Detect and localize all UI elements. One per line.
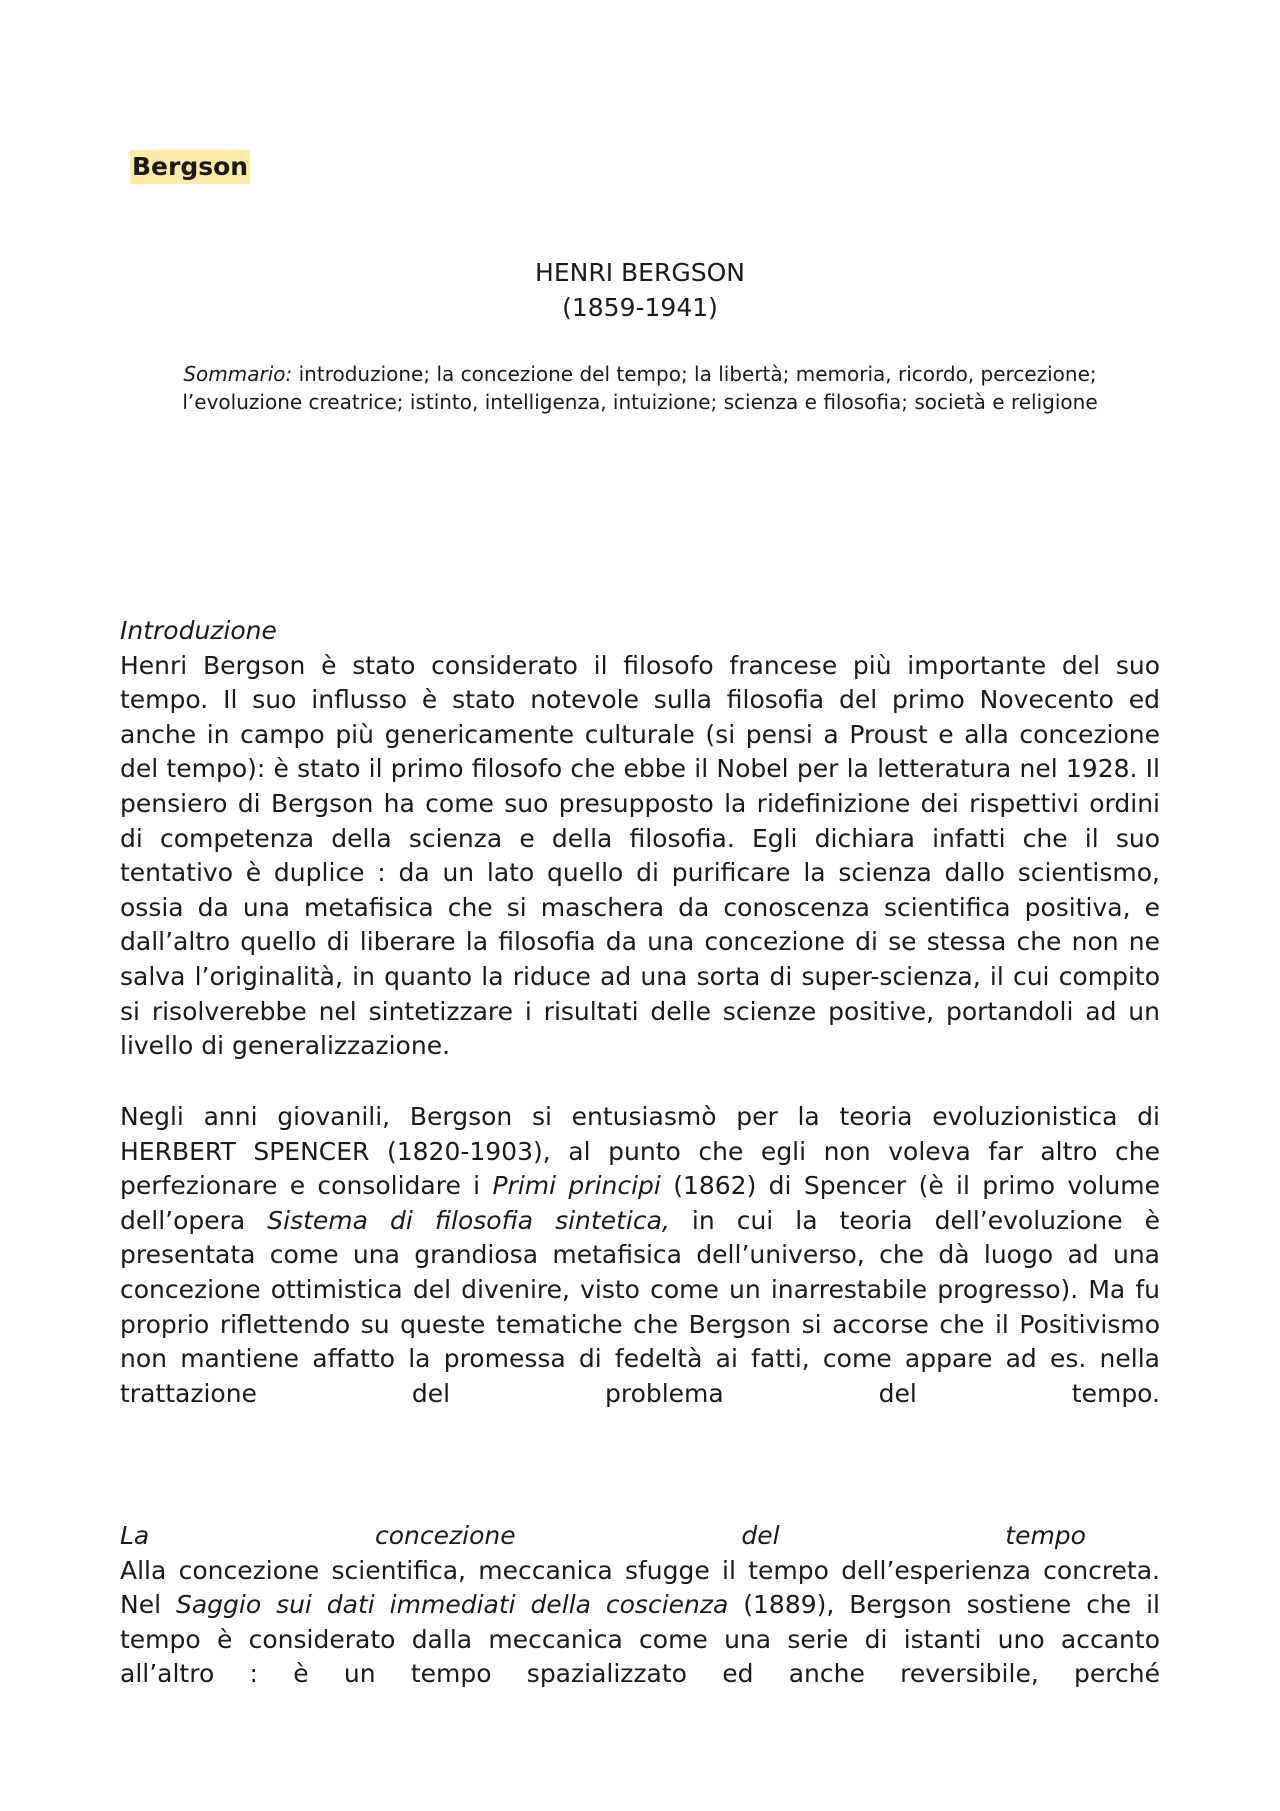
section-introduction xyxy=(120,614,1160,1064)
document-tag-title: Bergson xyxy=(130,150,250,184)
paragraph-time-text-1: Alla concezione scientifica, meccanica sfugge il tempo dell’esperienza concreta. Nel xyxy=(120,1555,1160,1620)
section-heading-time xyxy=(120,1519,1160,1554)
paragraph-youth-text-1: Negli anni giovanili, Bergson si entusiasmò per la teoria evoluzionistica di HERBERT SPENCER (1820-1903), al punto che egli non voleva far altro che perfezionare e consolidare i xyxy=(120,1102,1160,1201)
author-years: (1859-1941) xyxy=(562,293,718,322)
paragraph-time-text-2: (1889), Bergson sostiene che il tempo è considerato dalla meccanica come una serie di istanti uno accanto all’altro : è un tempo spazializzato ed anche reversibile, perché xyxy=(120,1590,1160,1689)
paragraph-youth-text-2: (1862) di Spencer (è il primo volume dell’opera xyxy=(120,1171,1160,1235)
summary-line-2: l’evoluzione creatrice; istinto, intelligenza, intuizione; scienza e filosofia; società e religione xyxy=(182,390,1098,414)
heading-word: La xyxy=(120,1521,150,1550)
section-time xyxy=(120,1519,1160,1692)
section-youth xyxy=(120,1100,1160,1411)
section-heading-introduction: Introduzione xyxy=(120,616,277,645)
book-title-sistema: Sistema di filosofia sintetica, xyxy=(267,1205,670,1235)
author-name: HENRI BERGSON xyxy=(535,258,745,287)
summary-lead: Sommario: xyxy=(183,362,293,386)
paragraph-time xyxy=(120,1554,1160,1692)
book-title-primi-principi: Primi principi xyxy=(492,1171,661,1201)
summary-line-1: introduzione; la concezione del tempo; la libertà; memoria, ricordo, percezione; xyxy=(292,362,1097,386)
heading-word: tempo xyxy=(1005,1521,1086,1550)
heading-word: concezione xyxy=(374,1521,516,1550)
book-title-saggio: Saggio sui dati immediati della coscienza xyxy=(175,1590,729,1620)
heading-word: del xyxy=(741,1521,780,1550)
paragraph-introduction: Henri Bergson è stato considerato il filosofo francese più importante del suo tempo. Il suo influsso è stato notevole sulla filosofia del primo Novecento ed anche in campo più genericamente culturale (si pensi a Proust e alla concezione del tempo): è stato il primo filosofo che ebbe il Nobel per la letteratura nel 1928. Il pensiero di Bergson ha come suo presupposto la ridefinizione dei rispettivi ordini di competenza della scienza e della filosofia. Egli dichiara infatti che il suo tentativo è duplice : da un lato quello di purificare la scienza dallo scientismo, ossia da una metafisica che si maschera da conoscenza scientifica positiva, e dall’altro quello di liberare la filosofia da una concezione di se stessa che non ne salva l’originalità, in quanto la riduce ad una sorta di super-scienza, il cui compito si risolverebbe nel sintetizzare i risultati delle scienze positive, portandoli ad un livello di generalizzazione. xyxy=(120,650,1160,1061)
paragraph-youth-text-3: in cui la teoria dell’evoluzione è presentata come una grandiosa metafisica dell’universo, che dà luogo ad una concezione ottimistica del divenire, visto come un inarrestabile progresso). Ma fu proprio riflettendo su queste tematiche che Bergson si accorse che il Positivismo non mantiene affatto la promessa di fedeltà ai fatti, come appare ad es. nella trattazione del problema del tempo. xyxy=(120,1205,1160,1408)
summary xyxy=(120,360,1160,416)
paragraph-youth xyxy=(120,1100,1160,1411)
